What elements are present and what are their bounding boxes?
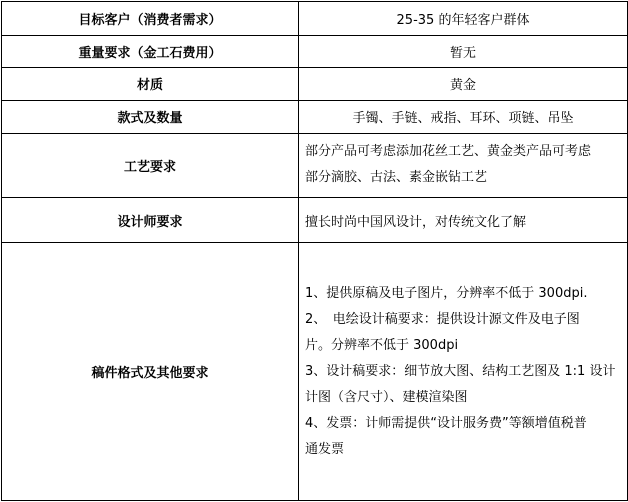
label-designer: 设计师要求 xyxy=(2,198,299,243)
label-craft: 工艺要求 xyxy=(2,133,299,197)
format-line: 通发票 xyxy=(305,441,345,457)
value-weight: 暂无 xyxy=(299,36,628,68)
value-target-customer: 25-35 的年轻客户群体 xyxy=(299,2,628,36)
label-weight: 重量要求（金工石费用） xyxy=(2,36,299,68)
format-line: 1、提供原稿及电子图片，分辨率不低于 300dpi. xyxy=(305,285,588,301)
format-line: 计图（含尺寸）、建模渲染图 xyxy=(305,389,468,405)
value-material: 黄金 xyxy=(299,68,628,100)
craft-line: 部分滴胶、古法、素金嵌钻工艺 xyxy=(305,170,488,186)
table-row-target-customer xyxy=(2,2,628,36)
format-line: 2、 电绘设计稿要求：提供设计源文件及电子图 xyxy=(305,311,580,327)
label-material: 材质 xyxy=(2,68,299,100)
table-row-weight xyxy=(2,36,628,68)
requirements-table xyxy=(1,1,628,501)
label-target-customer: 目标客户（消费者需求） xyxy=(2,2,299,36)
table-row-material xyxy=(2,68,628,100)
format-line: 4、发票：计师需提供“设计服务费”等额增值税普 xyxy=(305,415,587,431)
value-format xyxy=(299,243,628,501)
craft-line: 部分产品可考虑添加花丝工艺、黄金类产品可考虑 xyxy=(305,144,592,160)
label-styles: 款式及数量 xyxy=(2,100,299,133)
value-designer: 擅长时尚中国风设计，对传统文化了解 xyxy=(299,198,628,243)
table-row-craft xyxy=(2,133,628,197)
format-line: 片。分辨率不低于 300dpi xyxy=(305,337,459,353)
table-row-styles xyxy=(2,100,628,133)
label-format: 稿件格式及其他要求 xyxy=(2,243,299,501)
value-styles: 手镯、手链、戒指、耳环、项链、吊坠 xyxy=(299,100,628,133)
table-row-designer xyxy=(2,198,628,243)
format-line: 3、设计稿要求：细节放大图、结构工艺图及 1:1 设计 xyxy=(305,363,616,379)
value-craft xyxy=(299,133,628,197)
table-row-format xyxy=(2,243,628,501)
